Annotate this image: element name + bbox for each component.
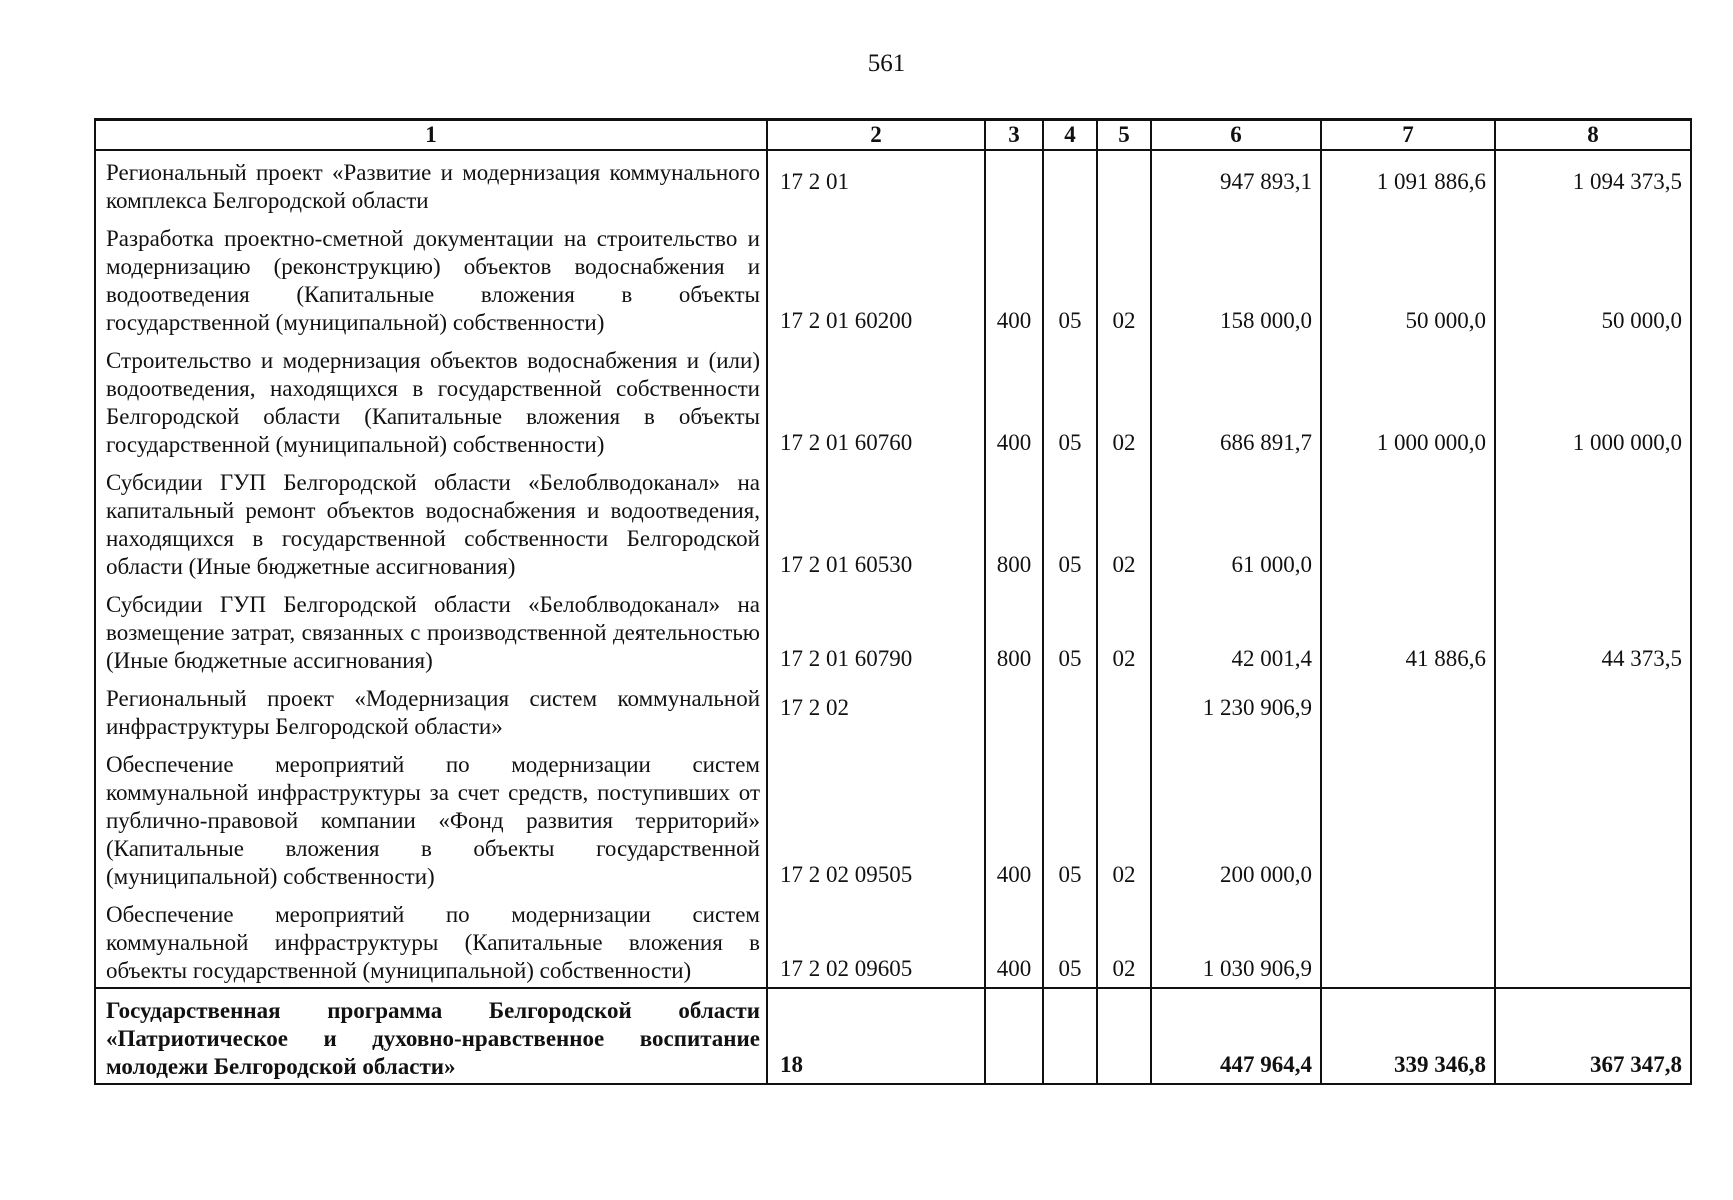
total-row-name: Государственная программа Белгородской области «Патриотическое и духовно-нравственное воспитание молодежи Белгородской области» xyxy=(95,988,767,1084)
row-col4: 05 xyxy=(1043,893,1097,988)
row-col4: 05 xyxy=(1043,461,1097,583)
row-code: 17 2 02 09505 xyxy=(767,743,985,893)
row-col4 xyxy=(1043,150,1097,217)
total-row-col7: 339 346,8 xyxy=(1321,988,1495,1084)
row-code: 17 2 01 60530 xyxy=(767,461,985,583)
page-number: 561 xyxy=(867,50,906,77)
budget-table xyxy=(94,118,1692,1085)
row-col4 xyxy=(1043,677,1097,743)
row-col3: 400 xyxy=(985,339,1043,461)
row-name: Разработка проектно-сметной документации на строительство и модернизацию (реконструкцию) объектов водоснабжения и водоотведения (Капитальные вложения в объекты государственной (муниципальной) собственности) xyxy=(95,217,767,339)
row-code: 17 2 01 60760 xyxy=(767,339,985,461)
row-col3: 800 xyxy=(985,583,1043,677)
row-col3 xyxy=(985,677,1043,743)
row-col4: 05 xyxy=(1043,583,1097,677)
row-col6: 686 891,7 xyxy=(1151,339,1321,461)
header-cell-7: 7 xyxy=(1321,120,1495,151)
table-row xyxy=(95,583,1691,677)
row-col4: 05 xyxy=(1043,743,1097,893)
row-col7: 1 091 886,6 xyxy=(1321,150,1495,217)
row-col7 xyxy=(1321,677,1495,743)
row-name: Региональный проект «Модернизация систем коммунальной инфраструктуры Белгородской области» xyxy=(95,677,767,743)
total-row-col5 xyxy=(1097,988,1151,1084)
table-row xyxy=(95,743,1691,893)
row-col5: 02 xyxy=(1097,893,1151,988)
table-row xyxy=(95,150,1691,217)
total-row-col6: 447 964,4 xyxy=(1151,988,1321,1084)
total-row-col8: 367 347,8 xyxy=(1495,988,1691,1084)
row-col6: 200 000,0 xyxy=(1151,743,1321,893)
row-col3: 400 xyxy=(985,893,1043,988)
row-col7 xyxy=(1321,743,1495,893)
row-col5: 02 xyxy=(1097,743,1151,893)
row-col3: 800 xyxy=(985,461,1043,583)
header-cell-6: 6 xyxy=(1151,120,1321,151)
row-code: 17 2 01 60200 xyxy=(767,217,985,339)
table-row xyxy=(95,217,1691,339)
row-name: Субсидии ГУП Белгородской области «Белоблводоканал» на возмещение затрат, связанных с производственной деятельностью (Иные бюджетные ассигнования) xyxy=(95,583,767,677)
header-cell-5: 5 xyxy=(1097,120,1151,151)
header-cell-2: 2 xyxy=(767,120,985,151)
row-name: Обеспечение мероприятий по модернизации систем коммунальной инфраструктуры за счет средств, поступивших от публично-правовой компании «Фонд развития территорий» (Капитальные вложения в объекты государственной (муниципальной) собственности) xyxy=(95,743,767,893)
header-cell-4: 4 xyxy=(1043,120,1097,151)
row-col7: 50 000,0 xyxy=(1321,217,1495,339)
row-code: 17 2 02 xyxy=(767,677,985,743)
row-col4: 05 xyxy=(1043,217,1097,339)
row-col5 xyxy=(1097,150,1151,217)
row-col6: 42 001,4 xyxy=(1151,583,1321,677)
row-col6: 1 230 906,9 xyxy=(1151,677,1321,743)
row-col8 xyxy=(1495,893,1691,988)
row-col8 xyxy=(1495,461,1691,583)
total-row-col3 xyxy=(985,988,1043,1084)
row-name: Строительство и модернизация объектов водоснабжения и (или) водоотведения, находящихся в государственной собственности Белгородской области (Капитальные вложения в объекты государственной (муниципальной) собственности) xyxy=(95,339,767,461)
row-col7: 1 000 000,0 xyxy=(1321,339,1495,461)
row-col6: 158 000,0 xyxy=(1151,217,1321,339)
row-col5 xyxy=(1097,677,1151,743)
row-col8: 1 000 000,0 xyxy=(1495,339,1691,461)
row-col7 xyxy=(1321,893,1495,988)
row-col5: 02 xyxy=(1097,339,1151,461)
row-col3 xyxy=(985,150,1043,217)
row-code: 17 2 02 09605 xyxy=(767,893,985,988)
row-name: Региональный проект «Развитие и модернизация коммунального комплекса Белгородской области xyxy=(95,150,767,217)
row-code: 17 2 01 60790 xyxy=(767,583,985,677)
row-col5: 02 xyxy=(1097,217,1151,339)
row-col6: 947 893,1 xyxy=(1151,150,1321,217)
row-col8 xyxy=(1495,743,1691,893)
row-name: Субсидии ГУП Белгородской области «Белоблводоканал» на капитальный ремонт объектов водоснабжения и водоотведения, находящихся в государственной собственности Белгородской области (Иные бюджетные ассигнования) xyxy=(95,461,767,583)
total-row xyxy=(95,988,1691,1084)
table-row xyxy=(95,677,1691,743)
row-name: Обеспечение мероприятий по модернизации систем коммунальной инфраструктуры (Капитальные вложения в объекты государственной (муниципальной) собственности) xyxy=(95,893,767,988)
table-row xyxy=(95,893,1691,988)
total-row-col4 xyxy=(1043,988,1097,1084)
row-col3: 400 xyxy=(985,743,1043,893)
header-cell-8: 8 xyxy=(1495,120,1691,151)
row-col8: 50 000,0 xyxy=(1495,217,1691,339)
row-col8: 1 094 373,5 xyxy=(1495,150,1691,217)
row-code: 17 2 01 xyxy=(767,150,985,217)
row-col5: 02 xyxy=(1097,583,1151,677)
row-col7 xyxy=(1321,461,1495,583)
row-col5: 02 xyxy=(1097,461,1151,583)
header-cell-3: 3 xyxy=(985,120,1043,151)
row-col6: 1 030 906,9 xyxy=(1151,893,1321,988)
table-row xyxy=(95,461,1691,583)
total-row-code: 18 xyxy=(767,988,985,1084)
table-row xyxy=(95,339,1691,461)
row-col6: 61 000,0 xyxy=(1151,461,1321,583)
header-row xyxy=(95,120,1691,151)
row-col7: 41 886,6 xyxy=(1321,583,1495,677)
row-col8 xyxy=(1495,677,1691,743)
header-cell-1: 1 xyxy=(95,120,767,151)
row-col8: 44 373,5 xyxy=(1495,583,1691,677)
row-col3: 400 xyxy=(985,217,1043,339)
row-col4: 05 xyxy=(1043,339,1097,461)
